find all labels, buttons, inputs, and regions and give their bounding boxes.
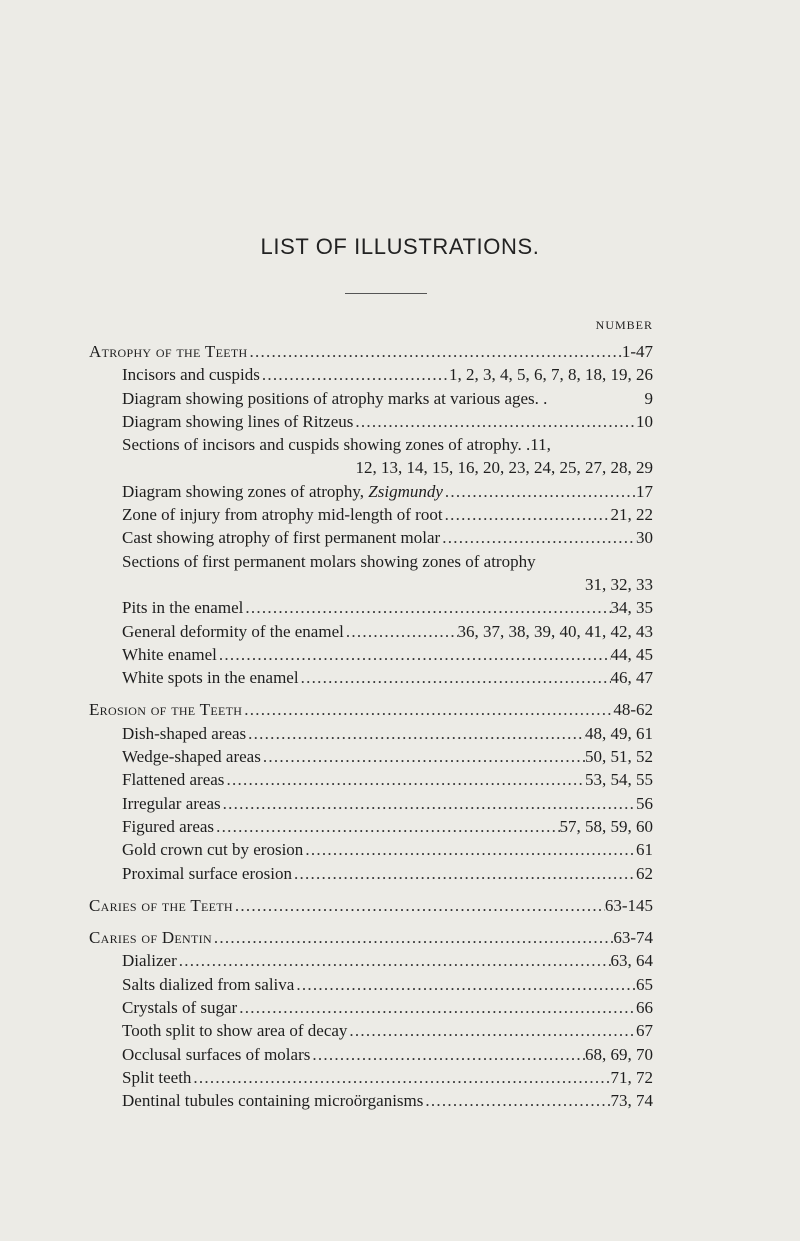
section-pages: 63-145 <box>604 895 653 915</box>
section-heading-erosion <box>89 698 653 721</box>
dot-leader <box>247 340 621 363</box>
list-item: Dentinal tubules containing microörganisms . . . 73, 74 <box>89 1089 653 1112</box>
section-heading-caries-dentin <box>89 926 653 949</box>
dot-leader <box>233 894 605 917</box>
section-pages: 1-47 <box>621 342 653 361</box>
list-item: Wedge-shaped areas . . . 50, 51, 52 <box>89 745 653 768</box>
section-pages: 63-74 <box>613 928 653 948</box>
list-item: Flattened areas . . . 53, 54, 55 <box>89 768 653 791</box>
list-item: Irregular areas . . . 56 <box>89 792 653 815</box>
list-item: Cast showing atrophy of first permanent molar . . . 30 <box>89 526 653 549</box>
list-item: White enamel . . . 44, 45 <box>89 643 653 666</box>
list-item: Salts dialized from saliva . . . 65 <box>89 973 653 996</box>
section-title: Erosion of the Teeth <box>89 700 243 720</box>
list-item: Tooth split to show area of decay . . . 67 <box>89 1019 653 1042</box>
author-name: Zsigmundy <box>368 481 443 501</box>
list-item: Diagram showing zones of atrophy, Zsigmundy . . . 17 <box>89 480 653 503</box>
page-continuation: 31, 32, 33 <box>585 574 653 594</box>
list-item: Incisors and cuspids . . . 1, 2, 3, 4, 5, 6, 7, 8, 18, 19, 26 <box>89 363 653 386</box>
list-item: Diagram showing lines of Ritzeus . . . 10 <box>89 410 653 433</box>
list-item: Crystals of sugar . . . 66 <box>89 996 653 1019</box>
list-item: Dializer . . . 63, 64 <box>89 949 653 972</box>
section-title: Caries of Dentin <box>89 928 212 948</box>
list-item: Occlusal surfaces of molars . . . 68, 69, 70 <box>89 1043 653 1066</box>
list-item: Sections of incisors and cuspids showing zones of atrophy. .11, 12, 13, 14, 15, 16, 20, 23, 24, 25, 27, 28, 29 <box>89 433 653 480</box>
section-title: Caries of the Teeth <box>89 895 233 915</box>
list-item: Split teeth . . . 71, 72 <box>89 1066 653 1089</box>
list-item: Figured areas . . . 57, 58, 59, 60 <box>89 815 653 838</box>
list-item: Sections of first permanent molars showing zones of atrophy 31, 32, 33 <box>89 550 653 597</box>
page-continuation: 12, 13, 14, 15, 16, 20, 23, 24, 25, 27, 28, 29 <box>355 458 653 478</box>
list-item: Proximal surface erosion . . . 62 <box>89 862 653 885</box>
section-heading-atrophy <box>89 340 653 363</box>
list-item: White spots in the enamel . . . 46, 47 <box>89 666 653 689</box>
section-pages: 48-62 <box>613 700 653 720</box>
list-item: Gold crown cut by erosion . . . 61 <box>89 838 653 861</box>
dot-leader <box>212 926 613 949</box>
list-item: Diagram showing positions of atrophy marks at various ages. . 9 <box>122 388 653 408</box>
page-title: LIST OF ILLUSTRATIONS. <box>260 234 540 259</box>
dot-leader <box>242 698 613 721</box>
section-heading-caries <box>89 894 653 917</box>
list-item: Zone of injury from atrophy mid-length of root . . . 21, 22 <box>89 503 653 526</box>
title-divider <box>345 293 427 294</box>
list-item: General deformity of the enamel . . . 36, 37, 38, 39, 40, 41, 42, 43 <box>89 620 653 643</box>
number-column-header: NUMBER <box>595 318 653 332</box>
illustration-list <box>89 340 653 1113</box>
section-title: Atrophy of the Teeth <box>89 342 248 361</box>
list-item: Pits in the enamel . . . 34, 35 <box>89 596 653 619</box>
list-item: Dish-shaped areas . . . 48, 49, 61 <box>89 722 653 745</box>
